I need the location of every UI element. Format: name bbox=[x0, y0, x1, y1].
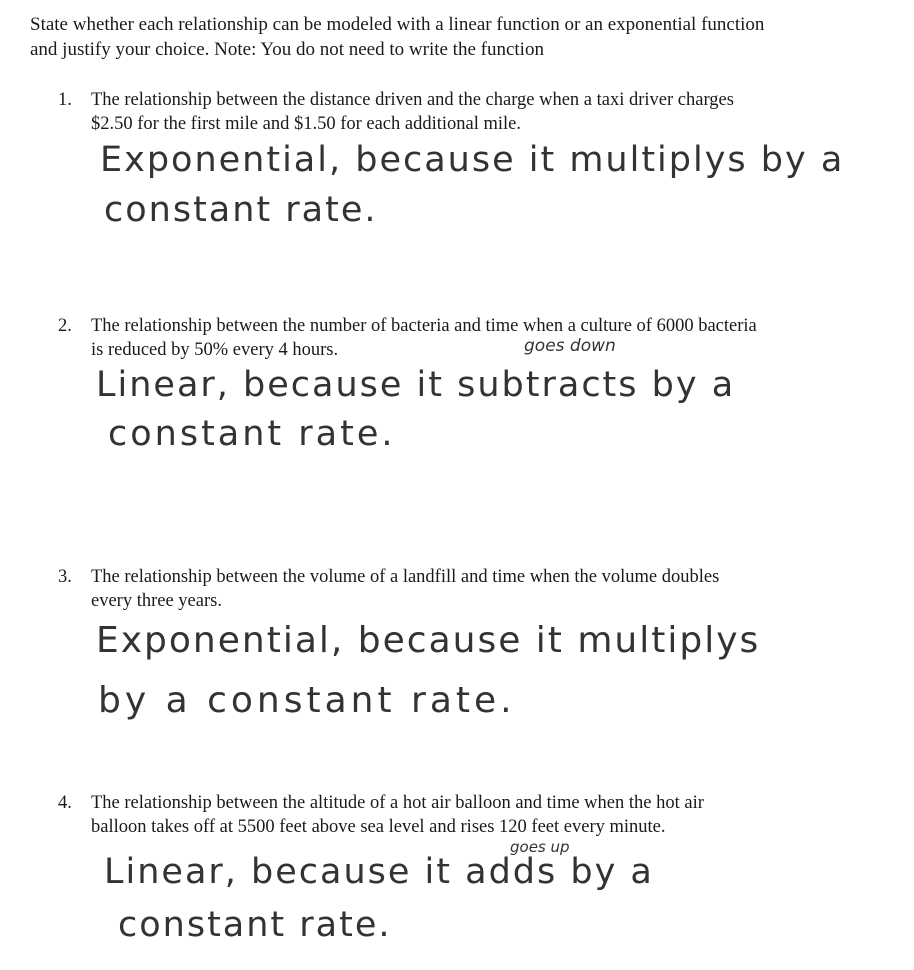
question-text-line-2: is reduced by 50% every 4 hours. bbox=[91, 340, 339, 360]
answer-line-2: constant rate. bbox=[104, 190, 378, 230]
answer-line-1: Linear, because it subtracts by a bbox=[96, 365, 736, 405]
annotation-goes-up: goes up bbox=[510, 838, 570, 856]
question-text-line-2: balloon takes off at 5500 feet above sea level and rises 120 feet every minute. bbox=[91, 817, 666, 837]
question-number: 3. bbox=[58, 567, 72, 587]
instructions-line-2: and justify your choice. Note: You do not need to write the function bbox=[30, 39, 544, 60]
question-number: 2. bbox=[58, 316, 72, 336]
answer-line-1: Exponential, because it multiplys bbox=[96, 620, 761, 661]
question-text-line-2: every three years. bbox=[91, 591, 222, 611]
question-text-line-1: The relationship between the volume of a landfill and time when the volume doubles bbox=[91, 567, 720, 587]
question-2 bbox=[58, 314, 888, 362]
question-4 bbox=[58, 791, 888, 839]
answer-line-2: by a constant rate. bbox=[98, 680, 516, 721]
instructions-line-1: State whether each relationship can be modeled with a linear function or an exponential function bbox=[30, 14, 765, 35]
question-text-line-1: The relationship between the altitude of a hot air balloon and time when the hot air bbox=[91, 793, 704, 813]
answer-line-1: Exponential, because it multiplys by a bbox=[100, 140, 845, 180]
annotation-goes-down: goes down bbox=[524, 336, 616, 356]
question-number: 1. bbox=[58, 90, 72, 110]
question-text-line-1: The relationship between the number of bacteria and time when a culture of 6000 bacteria bbox=[91, 316, 757, 336]
question-number: 4. bbox=[58, 793, 72, 813]
instructions bbox=[30, 12, 900, 62]
question-1 bbox=[58, 88, 888, 136]
question-3 bbox=[58, 565, 888, 613]
question-text-line-2: $2.50 for the first mile and $1.50 for each additional mile. bbox=[91, 114, 522, 134]
answer-line-2: constant rate. bbox=[118, 905, 392, 945]
question-text-line-1: The relationship between the distance driven and the charge when a taxi driver charges bbox=[91, 90, 734, 110]
answer-line-2: constant rate. bbox=[108, 414, 396, 454]
answer-line-1: Linear, because it adds by a bbox=[104, 852, 654, 892]
